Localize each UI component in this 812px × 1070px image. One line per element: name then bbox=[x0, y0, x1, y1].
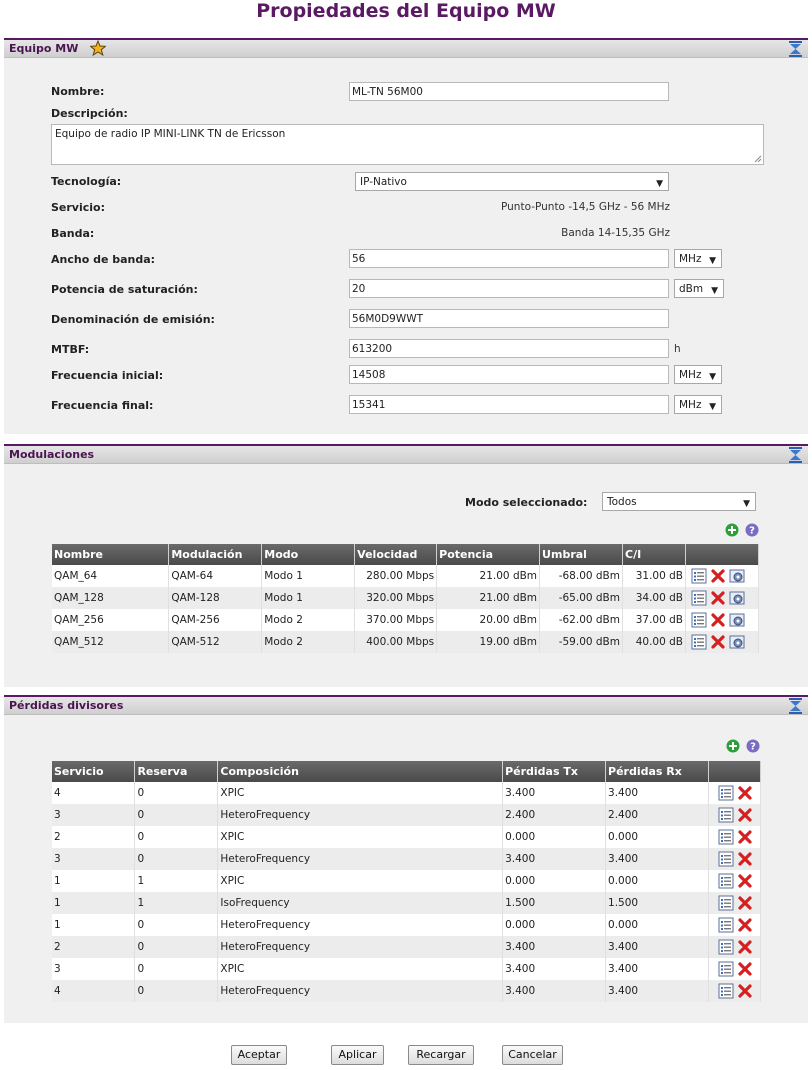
table-cell: 0 bbox=[135, 936, 218, 958]
collapse-icon[interactable] bbox=[789, 447, 802, 463]
column-header[interactable]: Reserva bbox=[135, 761, 218, 782]
perdidas-table bbox=[52, 761, 761, 1002]
help-icon[interactable] bbox=[745, 523, 759, 537]
table-cell: 3 bbox=[52, 958, 135, 980]
table-cell: 3.400 bbox=[606, 848, 709, 870]
table-cell: 3.400 bbox=[606, 936, 709, 958]
edit-icon[interactable] bbox=[718, 917, 734, 933]
table-cell: HeteroFrequency bbox=[218, 980, 503, 1002]
column-header[interactable]: Nombre bbox=[52, 544, 169, 565]
table-cell: -68.00 dBm bbox=[540, 565, 623, 587]
table-cell: XPIC bbox=[218, 826, 503, 848]
table-cell: 3 bbox=[52, 848, 135, 870]
table-cell: -65.00 dBm bbox=[540, 587, 623, 609]
frecuencia-final-label: Frecuencia final: bbox=[51, 399, 154, 412]
modulaciones-section-title: Modulaciones bbox=[9, 448, 95, 461]
edit-icon[interactable] bbox=[691, 590, 707, 606]
table-cell: 320.00 Mbps bbox=[355, 587, 437, 609]
table-cell: 4 bbox=[52, 782, 135, 804]
row-actions bbox=[685, 565, 758, 587]
table-cell: 280.00 Mbps bbox=[355, 565, 437, 587]
table-cell: 31.00 dB bbox=[623, 565, 686, 587]
table-row[interactable] bbox=[52, 936, 761, 958]
table-cell: 0 bbox=[135, 826, 218, 848]
mtbf-input[interactable]: 613200 bbox=[349, 339, 669, 358]
table-cell: 34.00 dB bbox=[623, 587, 686, 609]
config-icon[interactable] bbox=[729, 612, 745, 628]
table-cell: 1.500 bbox=[503, 892, 606, 914]
modo-seleccionado-label: Modo seleccionado: bbox=[465, 496, 588, 509]
descripcion-label: Descripción: bbox=[51, 107, 128, 120]
table-row[interactable] bbox=[52, 826, 761, 848]
table-cell: 3 bbox=[52, 804, 135, 826]
mtbf-label: MTBF: bbox=[51, 343, 90, 356]
table-cell: 1 bbox=[52, 914, 135, 936]
table-cell: IsoFrequency bbox=[218, 892, 503, 914]
table-cell: 3.400 bbox=[503, 782, 606, 804]
modo-seleccionado-select[interactable] bbox=[602, 492, 756, 511]
equipo-section-title: Equipo MW bbox=[9, 42, 79, 55]
table-cell: 0 bbox=[135, 848, 218, 870]
table-cell: 370.00 Mbps bbox=[355, 609, 437, 631]
table-row[interactable] bbox=[52, 892, 761, 914]
row-actions bbox=[685, 587, 758, 609]
chevron-down-icon: ▼ bbox=[709, 372, 716, 382]
perdidas-header-row bbox=[52, 761, 761, 782]
ancho-banda-unit-select[interactable] bbox=[674, 249, 722, 268]
table-cell: 20.00 dBm bbox=[437, 609, 540, 631]
equipo-section bbox=[4, 38, 808, 434]
nombre-input[interactable]: ML-TN 56M00 bbox=[349, 82, 669, 101]
table-cell: QAM-64 bbox=[169, 565, 262, 587]
frecuencia-inicial-input[interactable]: 14508 bbox=[349, 365, 669, 384]
potencia-unit: dBm bbox=[679, 283, 704, 295]
table-cell: 21.00 dBm bbox=[437, 565, 540, 587]
delete-icon[interactable] bbox=[737, 829, 753, 845]
table-cell: QAM_512 bbox=[52, 631, 169, 653]
table-cell: 3.400 bbox=[606, 958, 709, 980]
table-row[interactable] bbox=[52, 609, 759, 631]
edit-icon[interactable] bbox=[718, 829, 734, 845]
table-cell: XPIC bbox=[218, 870, 503, 892]
table-cell: 0 bbox=[135, 980, 218, 1002]
table-cell: 3.400 bbox=[606, 980, 709, 1002]
delete-icon[interactable] bbox=[737, 807, 753, 823]
modulaciones-header[interactable] bbox=[4, 444, 808, 464]
table-cell: 0 bbox=[135, 914, 218, 936]
star-icon[interactable] bbox=[90, 40, 106, 56]
table-cell: 0 bbox=[135, 958, 218, 980]
table-cell: 2.400 bbox=[606, 804, 709, 826]
table-cell: 21.00 dBm bbox=[437, 587, 540, 609]
add-icon[interactable] bbox=[725, 523, 739, 537]
table-cell: 2.400 bbox=[503, 804, 606, 826]
table-cell: QAM-128 bbox=[169, 587, 262, 609]
chevron-down-icon: ▼ bbox=[709, 256, 716, 266]
descripcion-textarea[interactable] bbox=[51, 124, 764, 165]
table-cell: 1.500 bbox=[606, 892, 709, 914]
table-cell: 0 bbox=[135, 804, 218, 826]
column-header[interactable]: Pérdidas Tx bbox=[503, 761, 606, 782]
table-cell: 19.00 dBm bbox=[437, 631, 540, 653]
nombre-label: Nombre: bbox=[51, 85, 105, 98]
table-row[interactable] bbox=[52, 631, 759, 653]
collapse-icon[interactable] bbox=[789, 698, 802, 714]
ancho-banda-label: Ancho de banda: bbox=[51, 253, 156, 266]
delete-icon[interactable] bbox=[737, 895, 753, 911]
edit-icon[interactable] bbox=[691, 612, 707, 628]
servicio-label: Servicio: bbox=[51, 201, 105, 214]
table-cell: XPIC bbox=[218, 782, 503, 804]
table-cell: -59.00 dBm bbox=[540, 631, 623, 653]
table-cell: HeteroFrequency bbox=[218, 914, 503, 936]
chevron-down-icon: ▼ bbox=[709, 402, 716, 412]
frecuencia-final-unit: MHz bbox=[679, 399, 702, 411]
table-cell: 37.00 dB bbox=[623, 609, 686, 631]
svg-text:?: ? bbox=[750, 741, 756, 753]
column-header[interactable]: Velocidad bbox=[355, 544, 437, 565]
table-cell: QAM_256 bbox=[52, 609, 169, 631]
row-actions bbox=[708, 914, 760, 936]
delete-icon[interactable] bbox=[737, 917, 753, 933]
frecuencia-inicial-unit: MHz bbox=[679, 369, 702, 381]
row-actions bbox=[708, 958, 760, 980]
config-icon[interactable] bbox=[729, 590, 745, 606]
equipo-header[interactable] bbox=[4, 38, 808, 58]
row-actions bbox=[708, 826, 760, 848]
perdidas-header[interactable] bbox=[4, 695, 808, 715]
mtbf-unit: h bbox=[674, 343, 681, 355]
denominacion-input[interactable]: 56M0D9WWT bbox=[349, 309, 669, 328]
delete-icon[interactable] bbox=[710, 568, 726, 584]
perdidas-section bbox=[4, 695, 808, 1023]
svg-text:?: ? bbox=[749, 525, 755, 537]
tecnologia-select[interactable] bbox=[355, 172, 669, 191]
table-cell: 0.000 bbox=[606, 914, 709, 936]
row-actions bbox=[685, 609, 758, 631]
table-cell: Modo 2 bbox=[262, 609, 355, 631]
column-header[interactable]: Composición bbox=[218, 761, 503, 782]
help-icon[interactable] bbox=[746, 739, 760, 753]
servicio-value: Punto-Punto -14,5 GHz - 56 MHz bbox=[501, 201, 670, 213]
column-header[interactable]: Modulación bbox=[169, 544, 262, 565]
table-cell: 40.00 dB bbox=[623, 631, 686, 653]
edit-icon[interactable] bbox=[718, 983, 734, 999]
tecnologia-value: IP-Nativo bbox=[360, 176, 407, 188]
potencia-unit-select[interactable] bbox=[674, 279, 724, 298]
row-actions bbox=[708, 848, 760, 870]
delete-icon[interactable] bbox=[737, 851, 753, 867]
cancelar-button[interactable]: Cancelar bbox=[502, 1045, 563, 1065]
actions-header bbox=[685, 544, 758, 565]
table-cell: 3.400 bbox=[503, 958, 606, 980]
table-cell: 3.400 bbox=[503, 936, 606, 958]
edit-icon[interactable] bbox=[718, 961, 734, 977]
collapse-icon[interactable] bbox=[789, 41, 802, 57]
delete-icon[interactable] bbox=[710, 590, 726, 606]
potencia-input[interactable]: 20 bbox=[349, 279, 669, 298]
frecuencia-final-unit-select[interactable] bbox=[674, 395, 722, 414]
delete-icon[interactable] bbox=[737, 785, 753, 801]
column-header[interactable]: Modo bbox=[262, 544, 355, 565]
table-cell: Modo 1 bbox=[262, 565, 355, 587]
column-header[interactable]: C/I bbox=[623, 544, 686, 565]
edit-icon[interactable] bbox=[718, 785, 734, 801]
table-cell: 1 bbox=[52, 870, 135, 892]
table-row[interactable] bbox=[52, 804, 761, 826]
chevron-down-icon: ▼ bbox=[743, 499, 750, 509]
table-row[interactable] bbox=[52, 848, 761, 870]
actions-header bbox=[708, 761, 760, 782]
frecuencia-inicial-unit-select[interactable] bbox=[674, 365, 722, 384]
modulaciones-table bbox=[52, 544, 759, 653]
column-header[interactable]: Pérdidas Rx bbox=[606, 761, 709, 782]
modulaciones-section bbox=[4, 444, 808, 687]
perdidas-section-title: Pérdidas divisores bbox=[9, 699, 124, 712]
table-row[interactable] bbox=[52, 870, 761, 892]
table-cell: HeteroFrequency bbox=[218, 936, 503, 958]
row-actions bbox=[685, 631, 758, 653]
table-row[interactable] bbox=[52, 914, 761, 936]
column-header[interactable]: Servicio bbox=[52, 761, 135, 782]
table-cell: 4 bbox=[52, 980, 135, 1002]
edit-icon[interactable] bbox=[718, 807, 734, 823]
config-icon[interactable] bbox=[729, 568, 745, 584]
table-cell: QAM-512 bbox=[169, 631, 262, 653]
table-cell: 0.000 bbox=[503, 826, 606, 848]
row-actions bbox=[708, 870, 760, 892]
table-cell: 0.000 bbox=[606, 870, 709, 892]
ancho-banda-unit: MHz bbox=[679, 253, 702, 265]
resize-grip-icon[interactable] bbox=[754, 155, 762, 163]
table-cell: 0 bbox=[135, 782, 218, 804]
table-cell: HeteroFrequency bbox=[218, 804, 503, 826]
delete-icon[interactable] bbox=[737, 939, 753, 955]
table-cell: Modo 1 bbox=[262, 587, 355, 609]
table-cell: 0.000 bbox=[503, 914, 606, 936]
config-icon[interactable] bbox=[729, 634, 745, 650]
row-actions bbox=[708, 782, 760, 804]
table-cell: 3.400 bbox=[503, 848, 606, 870]
denominacion-label: Denominación de emisión: bbox=[51, 313, 215, 326]
chevron-down-icon: ▼ bbox=[711, 286, 718, 296]
aplicar-button[interactable]: Aplicar bbox=[331, 1045, 384, 1065]
chevron-down-icon: ▼ bbox=[656, 179, 663, 189]
table-cell: 0.000 bbox=[606, 826, 709, 848]
recargar-button[interactable]: Recargar bbox=[408, 1045, 474, 1065]
delete-icon[interactable] bbox=[737, 983, 753, 999]
row-actions bbox=[708, 892, 760, 914]
table-cell: Modo 2 bbox=[262, 631, 355, 653]
edit-icon[interactable] bbox=[718, 895, 734, 911]
banda-value: Banda 14-15,35 GHz bbox=[561, 227, 670, 239]
table-cell: 1 bbox=[135, 870, 218, 892]
table-cell: 2 bbox=[52, 936, 135, 958]
banda-label: Banda: bbox=[51, 227, 95, 240]
ancho-banda-input[interactable]: 56 bbox=[349, 249, 669, 268]
table-row[interactable] bbox=[52, 782, 761, 804]
column-header[interactable]: Potencia bbox=[437, 544, 540, 565]
column-header[interactable]: Umbral bbox=[540, 544, 623, 565]
modulaciones-header-row bbox=[52, 544, 759, 565]
table-row[interactable] bbox=[52, 958, 761, 980]
table-cell: QAM_64 bbox=[52, 565, 169, 587]
table-cell: QAM-256 bbox=[169, 609, 262, 631]
modo-seleccionado-value: Todos bbox=[607, 496, 637, 508]
delete-icon[interactable] bbox=[737, 961, 753, 977]
table-cell: 400.00 Mbps bbox=[355, 631, 437, 653]
frecuencia-final-input[interactable]: 15341 bbox=[349, 395, 669, 414]
table-cell: QAM_128 bbox=[52, 587, 169, 609]
edit-icon[interactable] bbox=[718, 873, 734, 889]
edit-icon[interactable] bbox=[718, 851, 734, 867]
table-row[interactable] bbox=[52, 980, 761, 1002]
table-cell: 2 bbox=[52, 826, 135, 848]
tecnologia-label: Tecnología: bbox=[51, 175, 122, 188]
table-cell: -62.00 dBm bbox=[540, 609, 623, 631]
row-actions bbox=[708, 804, 760, 826]
table-cell: 1 bbox=[52, 892, 135, 914]
table-cell: 3.400 bbox=[606, 782, 709, 804]
edit-icon[interactable] bbox=[691, 568, 707, 584]
table-row[interactable] bbox=[52, 587, 759, 609]
descripcion-text: Equipo de radio IP MINI-LINK TN de Ericsson bbox=[55, 128, 286, 140]
frecuencia-inicial-label: Frecuencia inicial: bbox=[51, 369, 164, 382]
delete-icon[interactable] bbox=[710, 612, 726, 628]
aceptar-button[interactable]: Aceptar bbox=[231, 1045, 287, 1065]
page-title: Propiedades del Equipo MW bbox=[256, 0, 556, 22]
table-row[interactable] bbox=[52, 565, 759, 587]
table-cell: 1 bbox=[135, 892, 218, 914]
potencia-label: Potencia de saturación: bbox=[51, 283, 198, 296]
row-actions bbox=[708, 980, 760, 1002]
row-actions bbox=[708, 936, 760, 958]
delete-icon[interactable] bbox=[737, 873, 753, 889]
table-cell: HeteroFrequency bbox=[218, 848, 503, 870]
table-cell: 3.400 bbox=[503, 980, 606, 1002]
add-icon[interactable] bbox=[726, 739, 740, 753]
edit-icon[interactable] bbox=[691, 634, 707, 650]
table-cell: XPIC bbox=[218, 958, 503, 980]
edit-icon[interactable] bbox=[718, 939, 734, 955]
table-cell: 0.000 bbox=[503, 870, 606, 892]
delete-icon[interactable] bbox=[710, 634, 726, 650]
